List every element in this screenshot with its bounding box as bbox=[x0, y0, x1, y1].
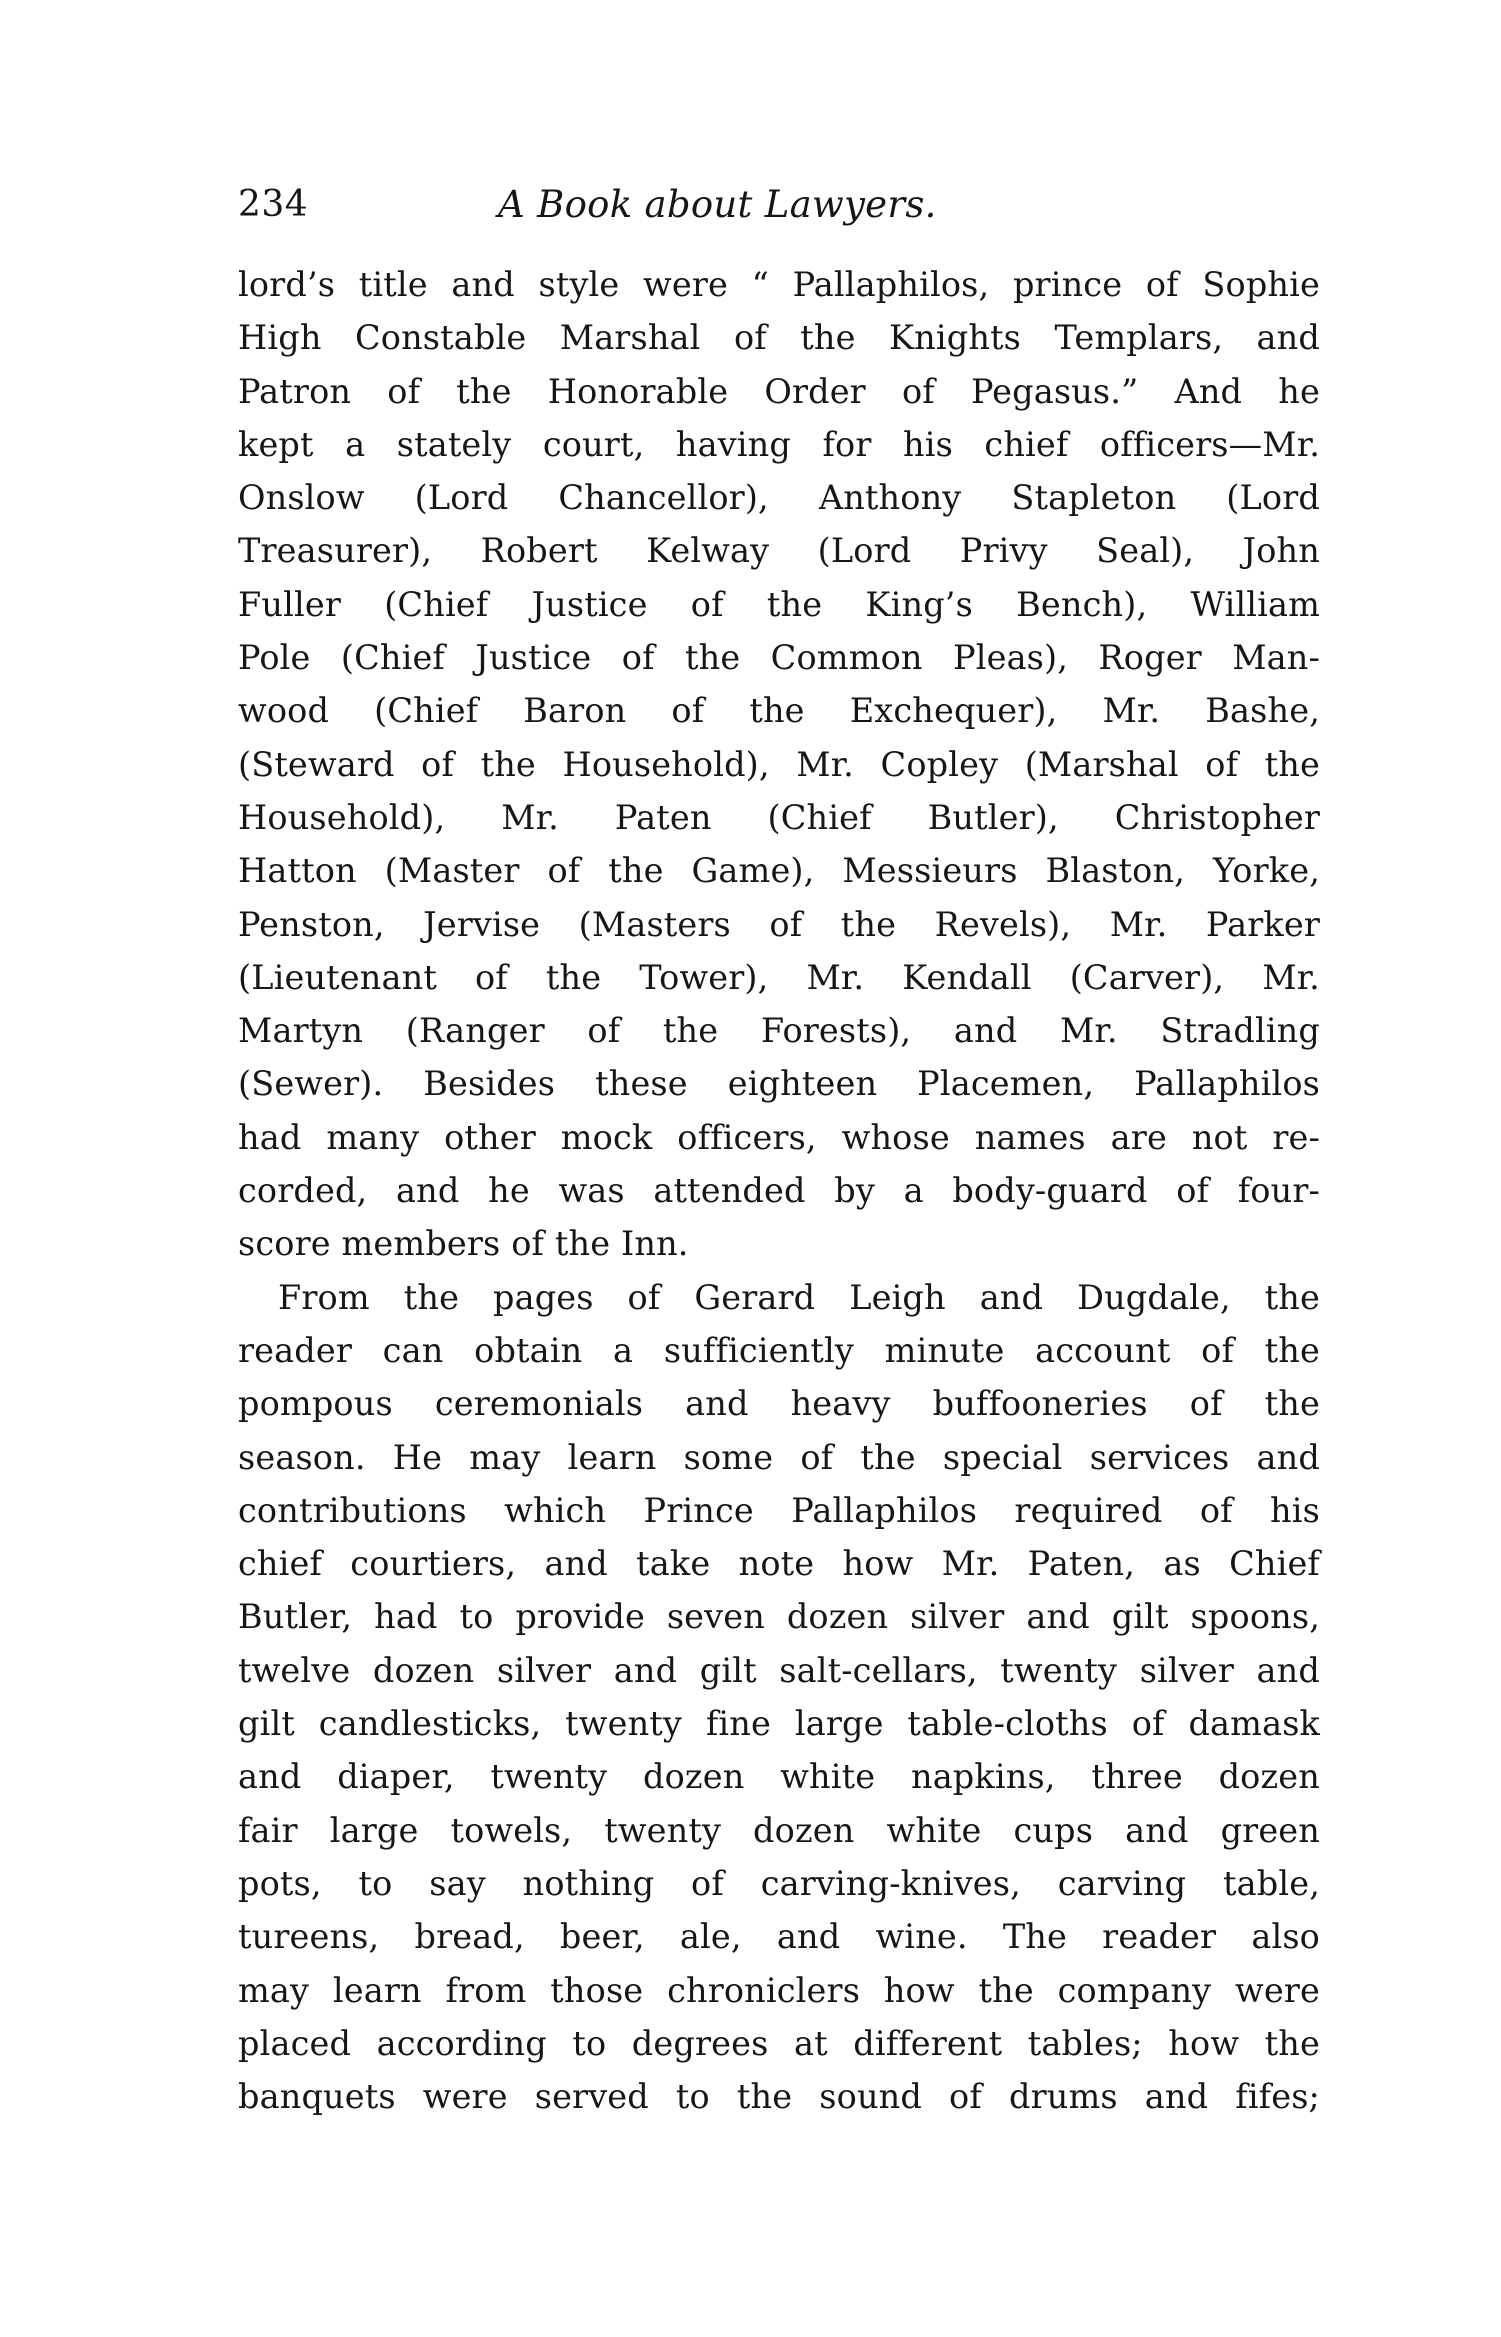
text-line: (Lieutenant of the Tower), Mr. Kendall (Carver), Mr. bbox=[238, 957, 1320, 997]
page-number: 234 bbox=[238, 184, 309, 225]
text-line: Hatton (Master of the Game), Messieurs Blaston, Yorke, bbox=[238, 851, 1320, 891]
page-header bbox=[238, 175, 1318, 235]
text-line: wood (Chief Baron of the Exchequer), Mr. Bashe, bbox=[238, 691, 1320, 731]
text-line: season. He may learn some of the special services and bbox=[238, 1437, 1320, 1477]
text-line: (Steward of the Household), Mr. Copley (Marshal of the bbox=[238, 744, 1320, 784]
text-line: placed according to degrees at different tables; how the bbox=[238, 2023, 1320, 2063]
text-line: banquets were served to the sound of drums and fifes; bbox=[238, 2077, 1320, 2117]
text-line: Butler, had to provide seven dozen silver and gilt spoons, bbox=[238, 1597, 1320, 1637]
text-line: pots, to say nothing of carving-knives, carving table, bbox=[238, 1863, 1320, 1903]
text-line: Fuller (Chief Justice of the King’s Bench), William bbox=[238, 584, 1320, 624]
text-line: tureens, bread, beer, ale, and wine. The reader also bbox=[238, 1917, 1320, 1957]
text-line: score members of the Inn. bbox=[238, 1224, 689, 1264]
text-line: pompous ceremonials and heavy buffooneries of the bbox=[238, 1384, 1320, 1424]
text-line: (Sewer). Besides these eighteen Placemen, Pallaphilos bbox=[238, 1064, 1320, 1104]
text-line: lord’s title and style were “ Pallaphilos, prince of Sophie bbox=[238, 265, 1320, 304]
text-line: Treasurer), Robert Kelway (Lord Privy Seal), John bbox=[238, 531, 1320, 571]
text-line: fair large towels, twenty dozen white cups and green bbox=[238, 1810, 1320, 1850]
body-text bbox=[238, 258, 1320, 2123]
text-line: High Constable Marshal of the Knights Templars, and bbox=[238, 318, 1320, 358]
text-line: contributions which Prince Pallaphilos required of his bbox=[238, 1490, 1320, 1530]
text-line: Pole (Chief Justice of the Common Pleas), Roger Man- bbox=[238, 638, 1320, 678]
text-line: Martyn (Ranger of the Forests), and Mr. Stradling bbox=[238, 1011, 1320, 1051]
text-line: chief courtiers, and take note how Mr. Paten, as Chief bbox=[238, 1544, 1320, 1584]
text-line: gilt candlesticks, twenty fine large table-cloths of damask bbox=[238, 1704, 1320, 1744]
text-line: Penston, Jervise (Masters of the Revels), Mr. Parker bbox=[238, 904, 1320, 944]
paragraph-2 bbox=[238, 1271, 1320, 2124]
text-line: reader can obtain a sufficiently minute account of the bbox=[238, 1330, 1320, 1370]
text-line: Patron of the Honorable Order of Pegasus.” And he bbox=[238, 371, 1320, 411]
text-line: kept a stately court, having for his chief officers—Mr. bbox=[238, 424, 1320, 464]
running-title: A Book about Lawyers. bbox=[498, 183, 937, 226]
text-line: and diaper, twenty dozen white napkins, three dozen bbox=[238, 1757, 1320, 1797]
text-line: twelve dozen silver and gilt salt-cellars, twenty silver and bbox=[238, 1650, 1320, 1690]
text-line: Household), Mr. Paten (Chief Butler), Christopher bbox=[238, 797, 1320, 837]
text-line: may learn from those chroniclers how the company were bbox=[238, 1970, 1320, 2010]
text-line: had many other mock officers, whose names are not re- bbox=[238, 1117, 1320, 1157]
paragraph-1 bbox=[238, 258, 1320, 1271]
text-line: corded, and he was attended by a body-guard of four- bbox=[238, 1171, 1320, 1211]
text-line: From the pages of Gerard Leigh and Dugdale, the bbox=[278, 1277, 1320, 1317]
text-line: Onslow (Lord Chancellor), Anthony Stapleton (Lord bbox=[238, 478, 1320, 518]
